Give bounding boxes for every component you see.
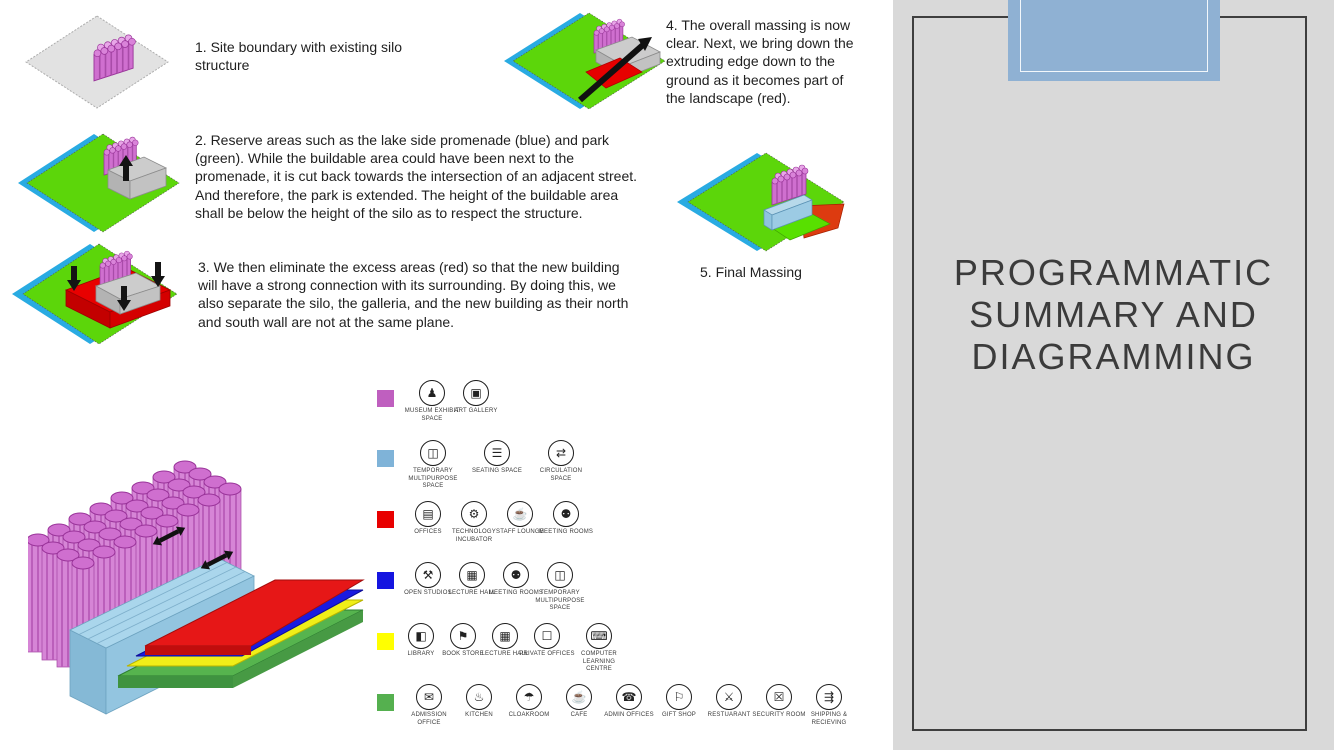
program-legend: [375, 378, 875, 738]
legend-item-label: MEETING ROOMS: [488, 590, 544, 596]
slide-title-line: DIAGRAMMING: [971, 336, 1256, 378]
legend-item: [454, 380, 498, 416]
lecture-hall-icon: ▦: [492, 623, 518, 649]
blue-accent-box: [1008, 0, 1220, 81]
legend-item-label: MEETING ROOMS: [538, 529, 594, 535]
legend-item-label: RESTUARANT: [707, 712, 751, 718]
step-4-text: 4. The overall massing is now clear. Next, we bring down the extruding edge down to the ground as it becomes part of the landscape (red).: [666, 17, 854, 106]
legend-item-label: TECHNOLOGY INCUBATOR: [451, 529, 496, 543]
legend-color-swatch-red: [377, 511, 394, 528]
legend-item-label: STAFF LOUNGE: [496, 529, 544, 535]
legend-item-label: SHIPPING & RECIEVING: [810, 712, 848, 726]
legend-item-label: COMPUTER LEARNING CENTRE: [581, 651, 617, 672]
legend-row-museum: [375, 380, 498, 423]
technology-incubator-icon: ⚙: [461, 501, 487, 527]
cafe-icon: ☕: [566, 684, 592, 710]
cloakroom-icon: ☂: [516, 684, 542, 710]
step-5-diagram: [672, 148, 850, 258]
title-panel: [893, 0, 1334, 750]
circulation-space-icon: ⇄: [548, 440, 574, 466]
legend-item-label: CIRCULATION SPACE: [539, 468, 583, 482]
restaurant-icon: ⚔: [716, 684, 742, 710]
park-shape: [688, 153, 844, 251]
step-4-diagram: [500, 8, 665, 116]
legend-color-swatch-green: [377, 694, 394, 711]
temporary-multipurpose-space-icon: ◫: [420, 440, 446, 466]
legend-item-label: MUSEUM EXHIBIT SPACE: [404, 408, 460, 422]
museum-exhibit-space-icon: ♟: [419, 380, 445, 406]
legend-item: [804, 684, 854, 727]
legend-item: [754, 684, 804, 720]
legend-item-label: TEMPORARY MULTIPURPOSE SPACE: [535, 590, 585, 611]
seating-space-icon: ☰: [484, 440, 510, 466]
legend-item: [604, 684, 654, 720]
legend-row-temporary: [375, 440, 593, 491]
step-2-diagram: [16, 126, 181, 248]
open-studios-icon: ⚒: [415, 562, 441, 588]
step-2-text: 2. Reserve areas such as the lake side promenade (blue) and park (green). While the buildable area could have been next to the promenade, it is cut back towards the intersection of an adjacent street. And therefore, the park is extended. The height of the buildable area shall be below the height of the silo as to respect the structure.: [195, 132, 638, 221]
legend-item-label: LIBRARY: [407, 651, 435, 657]
meeting-rooms-icon: ⚉: [503, 562, 529, 588]
legend-item-label: KITCHEN: [465, 712, 493, 718]
admin-offices-icon: ☎: [616, 684, 642, 710]
legend-item-label: OFFICES: [414, 529, 442, 535]
slide-title-line: SUMMARY AND: [969, 294, 1258, 336]
slide-title-line: PROGRAMMATIC: [953, 252, 1274, 293]
legend-item-label: CAFE: [570, 712, 588, 718]
legend-item: [529, 440, 593, 483]
temporary-multipurpose-space-icon: ◫: [547, 562, 573, 588]
legend-item-label: CLOAKROOM: [508, 712, 550, 718]
legend-row-offices: [375, 501, 594, 544]
library-icon: ◧: [408, 623, 434, 649]
exploded-massing-diagram: [28, 398, 373, 723]
step-3-diagram: [8, 238, 186, 350]
staff-lounge-icon: ☕: [507, 501, 533, 527]
legend-color-swatch-purple: [377, 390, 394, 407]
blue-accent-box-inner-border: [1020, 0, 1208, 72]
legend-item-label: ADMIN OFFICES: [604, 712, 654, 718]
legend-item: [404, 684, 454, 727]
red-layer-front: [145, 646, 251, 655]
legend-item: [538, 501, 594, 537]
legend-item: [554, 684, 604, 720]
legend-item: [404, 380, 460, 423]
book-store-icon: ⚑: [450, 623, 476, 649]
legend-item-label: SEATING SPACE: [471, 468, 523, 474]
legend-item-label: TEMPORARY MULTIPURPOSE SPACE: [408, 468, 458, 489]
meeting-rooms-icon: ⚉: [553, 501, 579, 527]
offices-icon: ▤: [415, 501, 441, 527]
green-layer-front: [118, 676, 233, 688]
legend-item: [451, 501, 497, 544]
step-1-text: 1. Site boundary with existing silo structure: [195, 39, 402, 74]
legend-item-label: SECURITY ROOM: [752, 712, 806, 718]
security-room-icon: ☒: [766, 684, 792, 710]
legend-item-label: ADMISSION OFFICE: [411, 712, 447, 726]
legend-item-label: ART GALLERY: [454, 408, 498, 414]
kitchen-icon: ♨: [466, 684, 492, 710]
legend-row-library: [375, 623, 630, 674]
gift-shop-icon: ⚐: [666, 684, 692, 710]
legend-item: [401, 440, 465, 491]
legend-color-swatch-blue: [377, 572, 394, 589]
legend-color-swatch-yellow: [377, 633, 394, 650]
shipping-receiving-icon: ⇶: [816, 684, 842, 710]
step-5-caption: 5. Final Massing: [700, 264, 802, 280]
legend-item: [504, 684, 554, 720]
legend-color-swatch-lightblue: [377, 450, 394, 467]
step-3-text: 3. We then eliminate the excess areas (red) so that the new building will have a strong connection with its surrounding. By doing this, we also separate the silo, the galleria, and the new building as their north and south wall are not at the same plane.: [198, 259, 629, 330]
lecture-hall-icon: ▦: [459, 562, 485, 588]
legend-item-label: LECTURE HALL: [481, 651, 529, 657]
legend-item: [654, 684, 704, 720]
legend-item: [535, 562, 585, 613]
legend-item: [519, 623, 575, 659]
step-1-diagram: [22, 12, 172, 112]
legend-item: [465, 440, 529, 476]
legend-row-services: [375, 684, 854, 727]
legend-row-studios: [375, 562, 585, 613]
legend-item-label: LECTURE HALL: [448, 590, 496, 596]
legend-item: [704, 684, 754, 720]
legend-item-label: GIFT SHOP: [661, 712, 697, 718]
legend-item-label: OPEN STUDIOS: [404, 590, 452, 596]
private-offices-icon: ☐: [534, 623, 560, 649]
legend-item: [568, 623, 630, 674]
legend-item-label: PRIVATE OFFICES: [519, 651, 575, 657]
legend-item-label: BOOK STORE: [442, 651, 484, 657]
computer-learning-centre-icon: ⌨: [586, 623, 612, 649]
art-gallery-icon: ▣: [463, 380, 489, 406]
legend-item: [454, 684, 504, 720]
slide-title: [893, 252, 1334, 378]
admission-office-icon: ✉: [416, 684, 442, 710]
